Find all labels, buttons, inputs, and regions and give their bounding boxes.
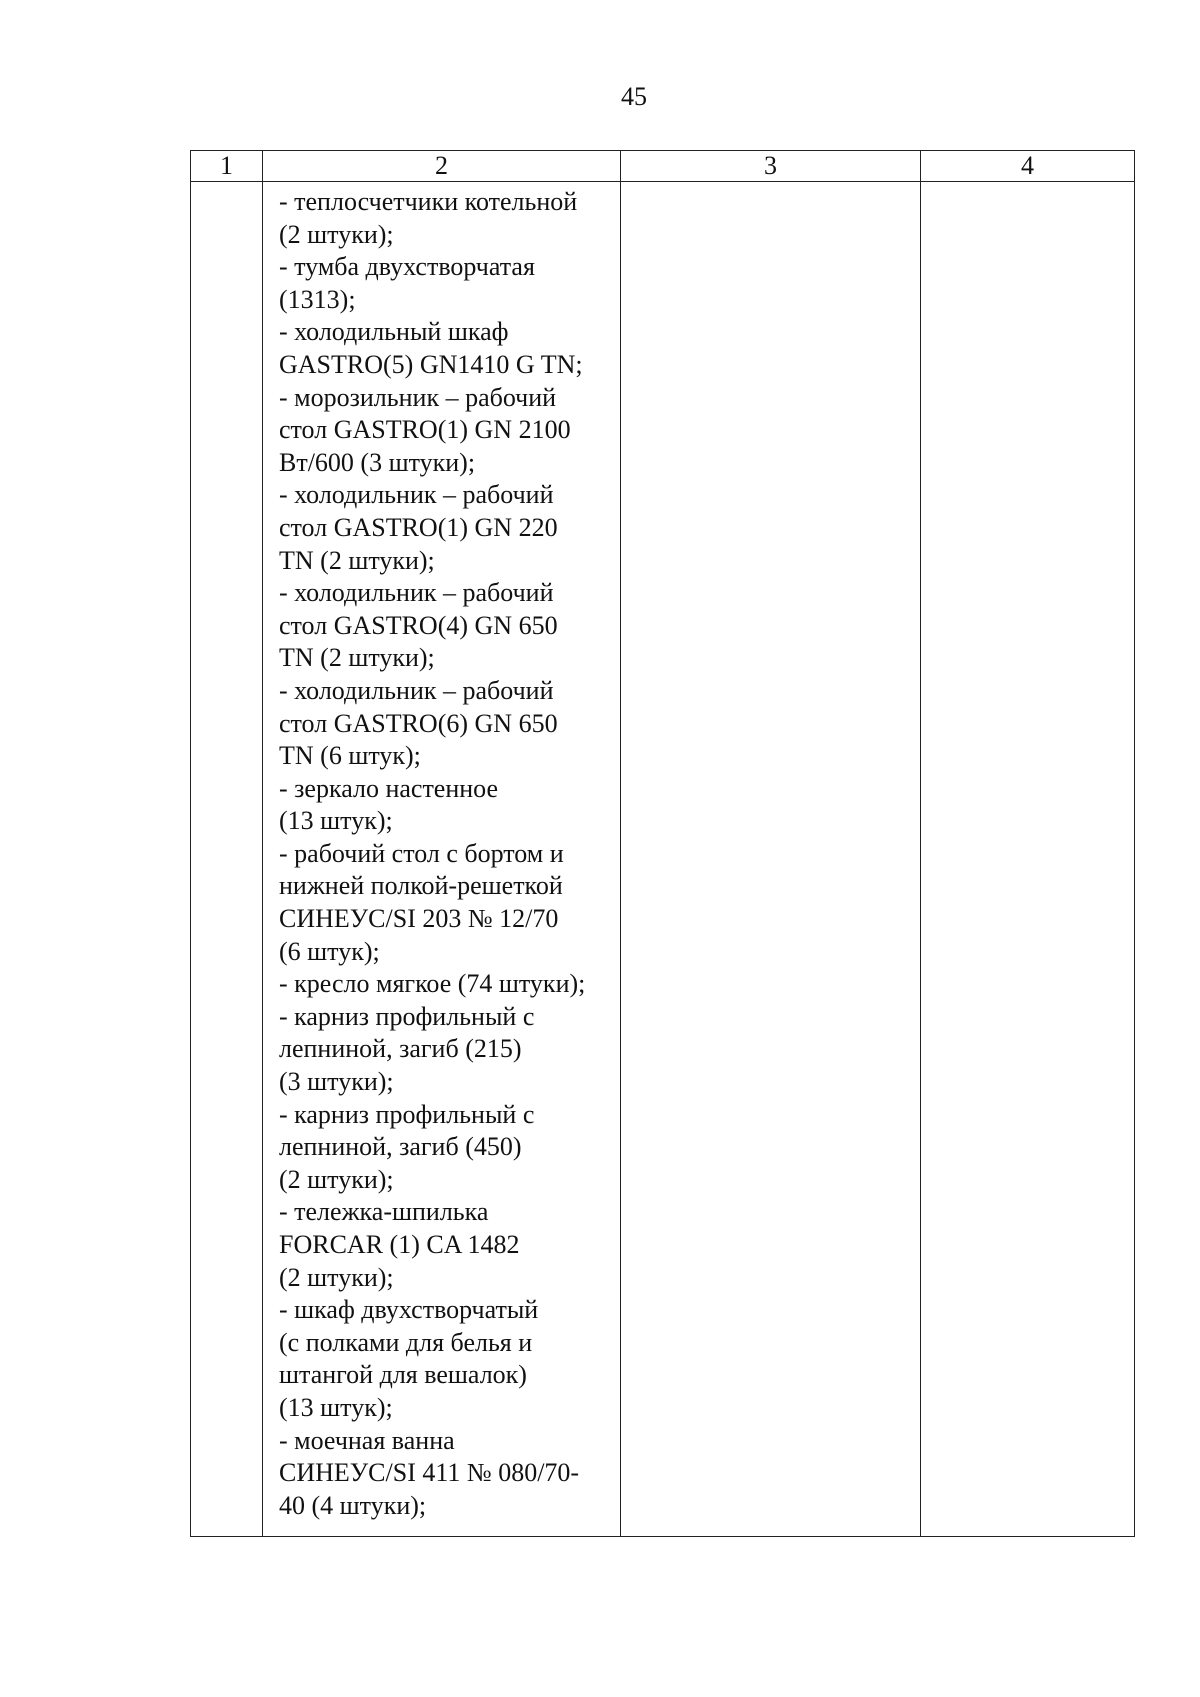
item-list — [263, 182, 620, 1522]
column-header-3: 3 — [621, 151, 921, 182]
column-header-4: 4 — [921, 151, 1135, 182]
cell-col-1 — [191, 182, 263, 1537]
list-item: - холодильник – рабочий стол GASTRO(6) GN 650 TN (6 штук); — [279, 675, 558, 771]
list-item: - рабочий стол с бортом и нижней полкой-решеткой СИНЕУС/SI 203 № 12/70 (6 штук); — [279, 838, 564, 966]
header-row — [191, 151, 1135, 182]
list-item: - карниз профильный с лепниной, загиб (215) (3 штуки); — [279, 1001, 535, 1097]
list-item: - тумба двухстворчатая (1313); — [279, 252, 535, 314]
list-item: - морозильник – рабочий стол GASTRO(1) GN 2100 Вт/600 (3 штуки); — [279, 382, 571, 477]
list-item: - зеркало настенное (13 штук); — [279, 773, 499, 836]
list-item: - карниз профильный с лепниной, загиб (450) (2 штуки); — [279, 1099, 535, 1194]
table-row — [191, 182, 1135, 1537]
list-item: - холодильник – рабочий стол GASTRO(1) GN 220 TN (2 штуки); — [279, 480, 558, 575]
cell-col-2 — [263, 182, 621, 1537]
cell-col-4 — [921, 182, 1135, 1537]
list-item: - холодильник – рабочий стол GASTRO(4) GN 650 TN (2 штуки); — [279, 578, 558, 673]
list-item: - теплосчетчики котельной (2 штуки); — [279, 187, 578, 249]
column-header-2: 2 — [263, 151, 621, 182]
cell-col-3 — [621, 182, 921, 1537]
list-item: - кресло мягкое (74 штуки); — [279, 969, 586, 999]
list-item: - шкаф двухстворчатый (с полками для белья и штангой для вешалок) (13 штук); — [279, 1295, 539, 1422]
list-item: - тележка-шпилька FORCAR (1) CA 1482 (2 штуки); — [279, 1197, 520, 1292]
list-item: - моечная ванна СИНЕУС/SI 411 № 080/70- 40 (4 штуки); — [279, 1425, 580, 1520]
list-item: - холодильный шкаф GASTRO(5) GN1410 G TN; — [279, 317, 583, 379]
column-header-1: 1 — [191, 151, 263, 182]
page-number: 45 — [621, 82, 647, 111]
inventory-table — [190, 150, 1135, 1537]
